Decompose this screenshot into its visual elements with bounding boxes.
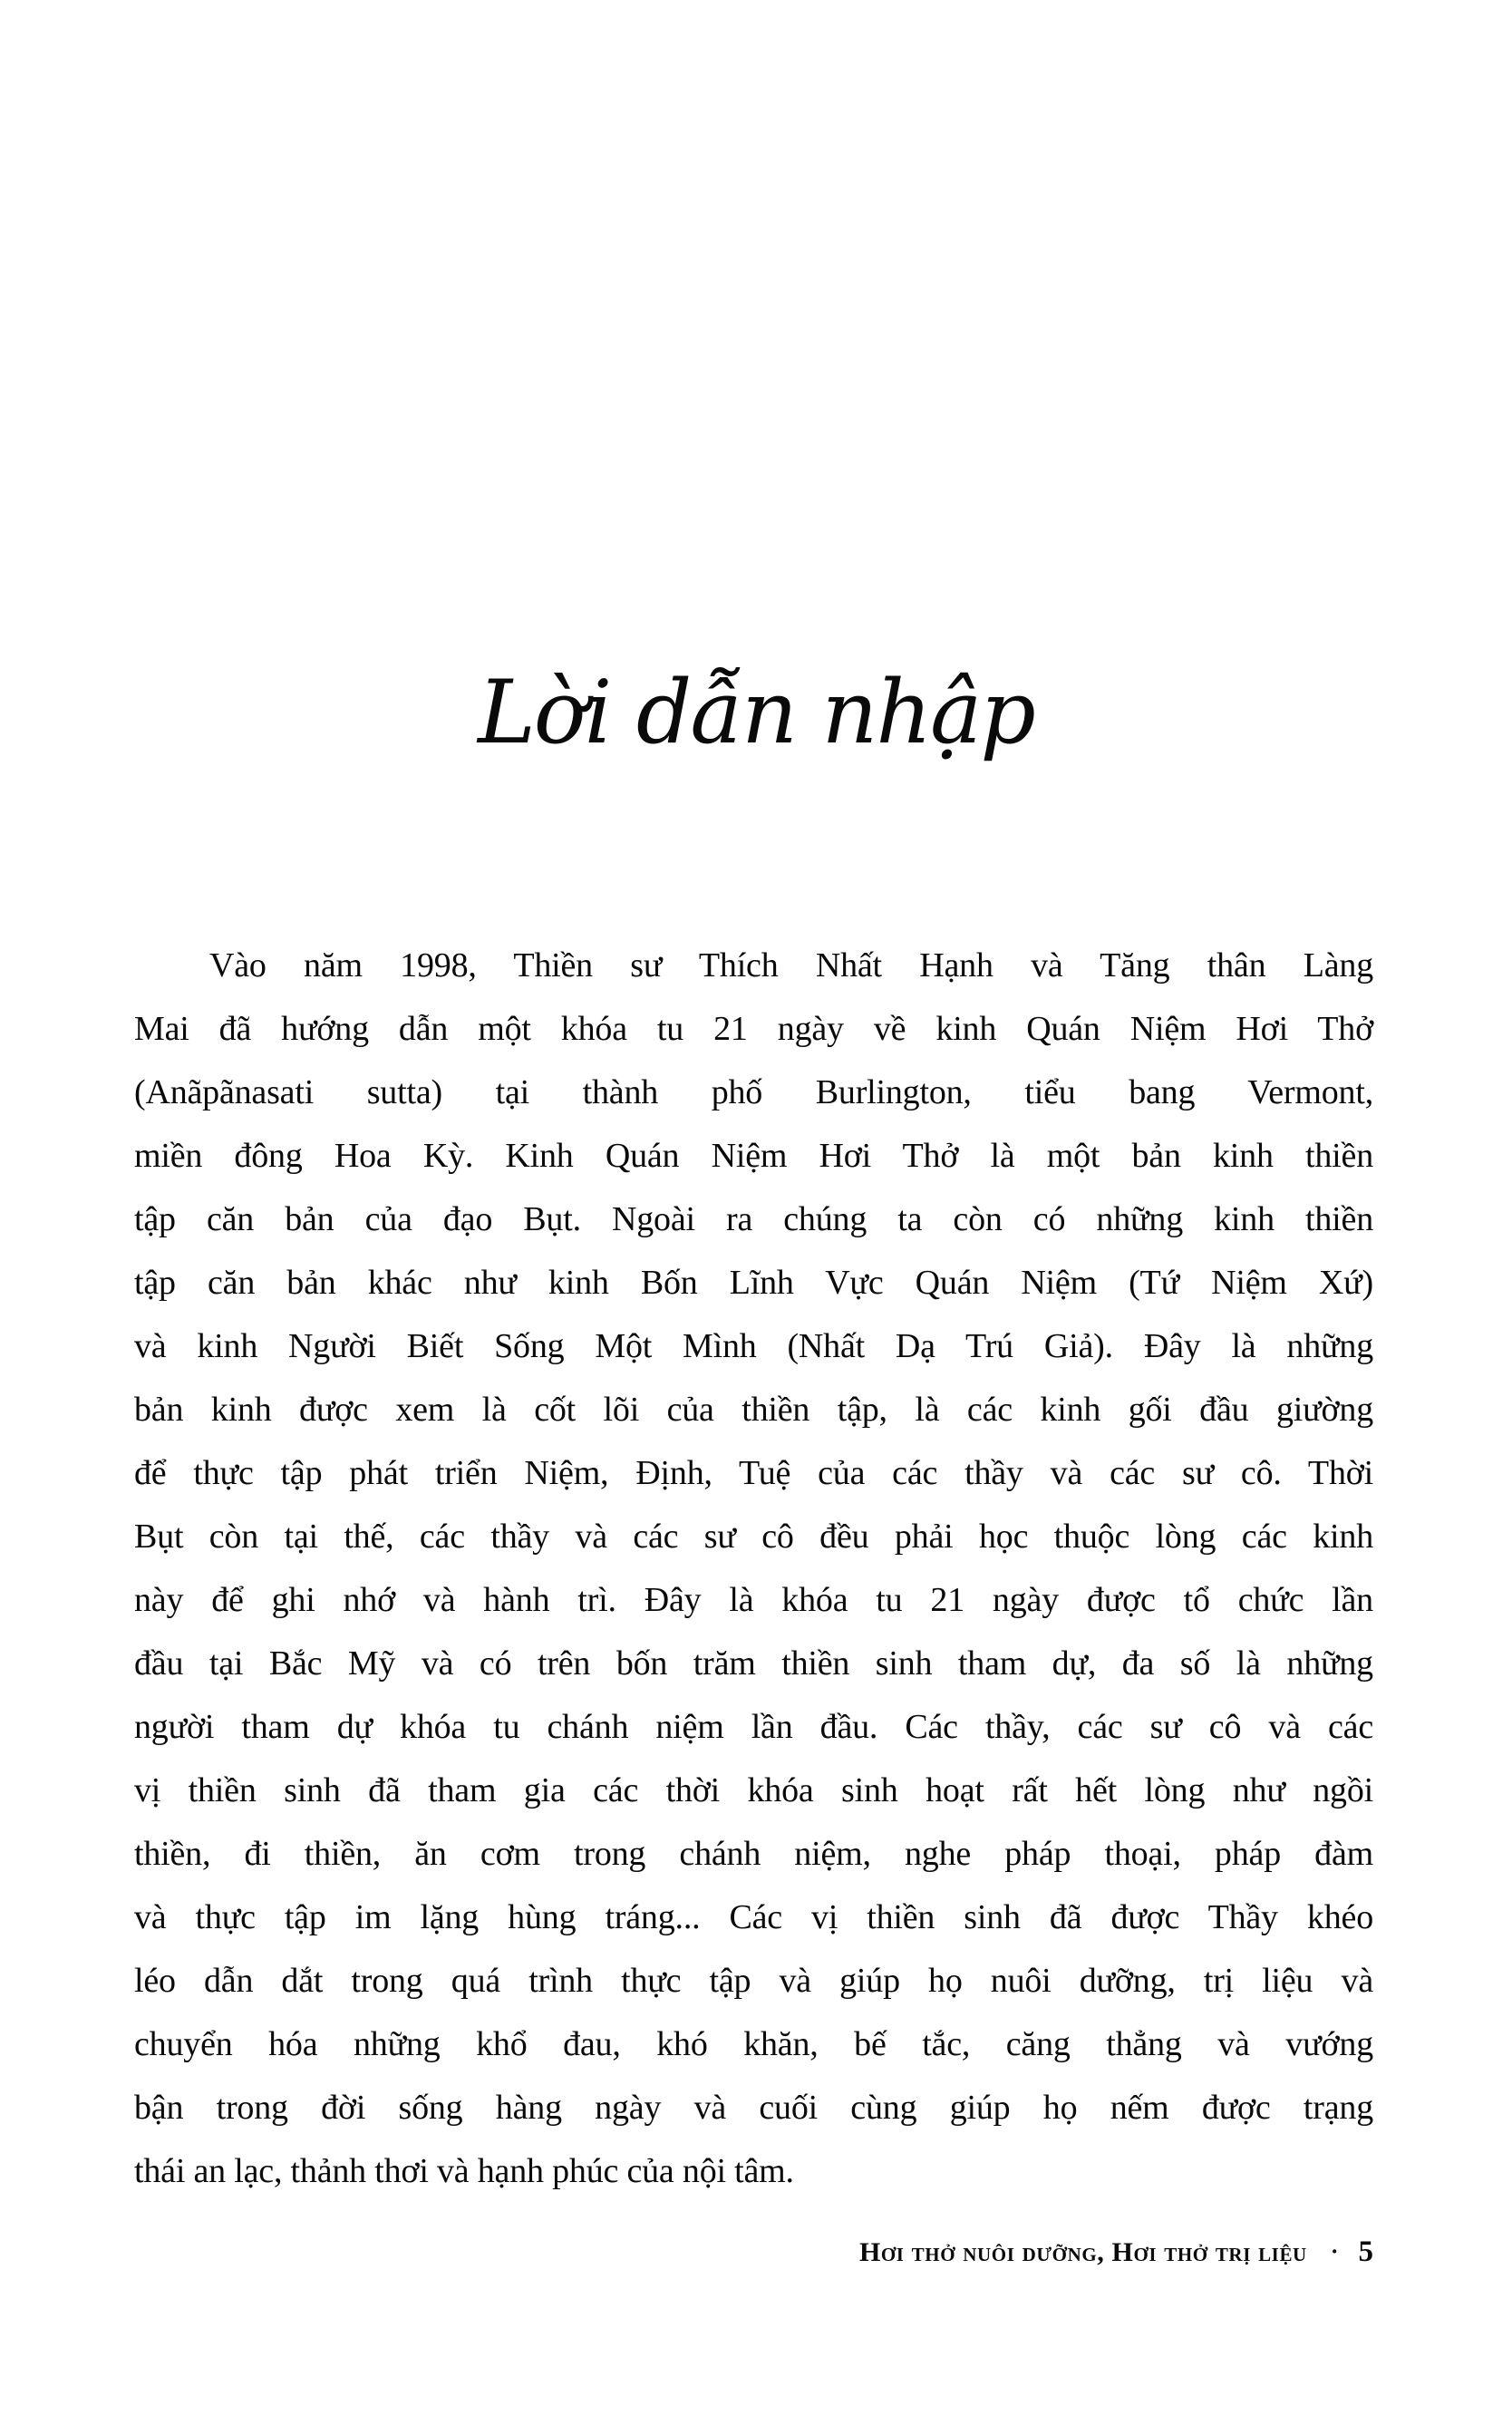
paragraph-line: đầu tại Bắc Mỹ và có trên bốn trăm thiền sinh tham dự, đa số là những (134, 1644, 1373, 1683)
paragraph-line: này để ghi nhớ và hành trì. Đây là khóa tu 21 ngày được tổ chức lần (134, 1581, 1373, 1619)
paragraph-line: miền đông Hoa Kỳ. Kinh Quán Niệm Hơi Thở là một bản kinh thiền (134, 1137, 1373, 1175)
paragraph-line: thiền, đi thiền, ăn cơm trong chánh niệm, nghe pháp thoại, pháp đàm (134, 1835, 1373, 1873)
paragraph-line: (Anãpãnasati sutta) tại thành phố Burlington, tiểu bang Vermont, (134, 1073, 1373, 1111)
paragraph-line: chuyển hóa những khổ đau, khó khăn, bế tắc, căng thẳng và vướng (134, 2025, 1373, 2063)
page-number: 5 (1358, 2236, 1373, 2268)
paragraph-line: Vào năm 1998, Thiền sư Thích Nhất Hạnh và Tăng thân Làng (209, 946, 1373, 984)
paragraph-line: thái an lạc, thảnh thơi và hạnh phúc của nội tâm. (134, 2152, 794, 2190)
paragraph-line: bận trong đời sống hàng ngày và cuối cùng giúp họ nếm được trạng (134, 2089, 1373, 2127)
page-footer (859, 2232, 1373, 2273)
paragraph-line: Bụt còn tại thế, các thầy và các sư cô đều phải học thuộc lòng các kinh (134, 1518, 1373, 1556)
paragraph-line: bản kinh được xem là cốt lõi của thiền tập, là các kinh gối đầu giường (134, 1391, 1373, 1429)
running-title: Hơi thở nuôi dưỡng, Hơi thở trị liệu (858, 2237, 1307, 2267)
paragraph-line: tập căn bản của đạo Bụt. Ngoài ra chúng ta còn có những kinh thiền (134, 1200, 1373, 1238)
paragraph-line: vị thiền sinh đã tham gia các thời khóa sinh hoạt rất hết lòng như ngồi (134, 1771, 1373, 1809)
paragraph-line: léo dẫn dắt trong quá trình thực tập và giúp họ nuôi dưỡng, trị liệu và (134, 1962, 1373, 2000)
intro-paragraph (134, 934, 1373, 2203)
paragraph-line: Mai đã hướng dẫn một khóa tu 21 ngày về kinh Quán Niệm Hơi Thở (134, 1010, 1373, 1048)
paragraph-line: tập căn bản khác như kinh Bốn Lĩnh Vực Quán Niệm (Tứ Niệm Xứ) (134, 1264, 1373, 1302)
paragraph-line: và thực tập im lặng hùng tráng... Các vị thiền sinh đã được Thầy khéo (134, 1898, 1373, 1936)
dot-separator: · (1330, 2238, 1339, 2265)
chapter-title: Lời dẫn nhập (478, 662, 1034, 764)
paragraph-line: để thực tập phát triển Niệm, Định, Tuệ của các thầy và các sư cô. Thời (134, 1454, 1373, 1492)
paragraph-line: người tham dự khóa tu chánh niệm lần đầu. Các thầy, các sư cô và các (134, 1708, 1373, 1746)
paragraph-line: và kinh Người Biết Sống Một Mình (Nhất Dạ Trú Giả). Đây là những (134, 1327, 1373, 1365)
